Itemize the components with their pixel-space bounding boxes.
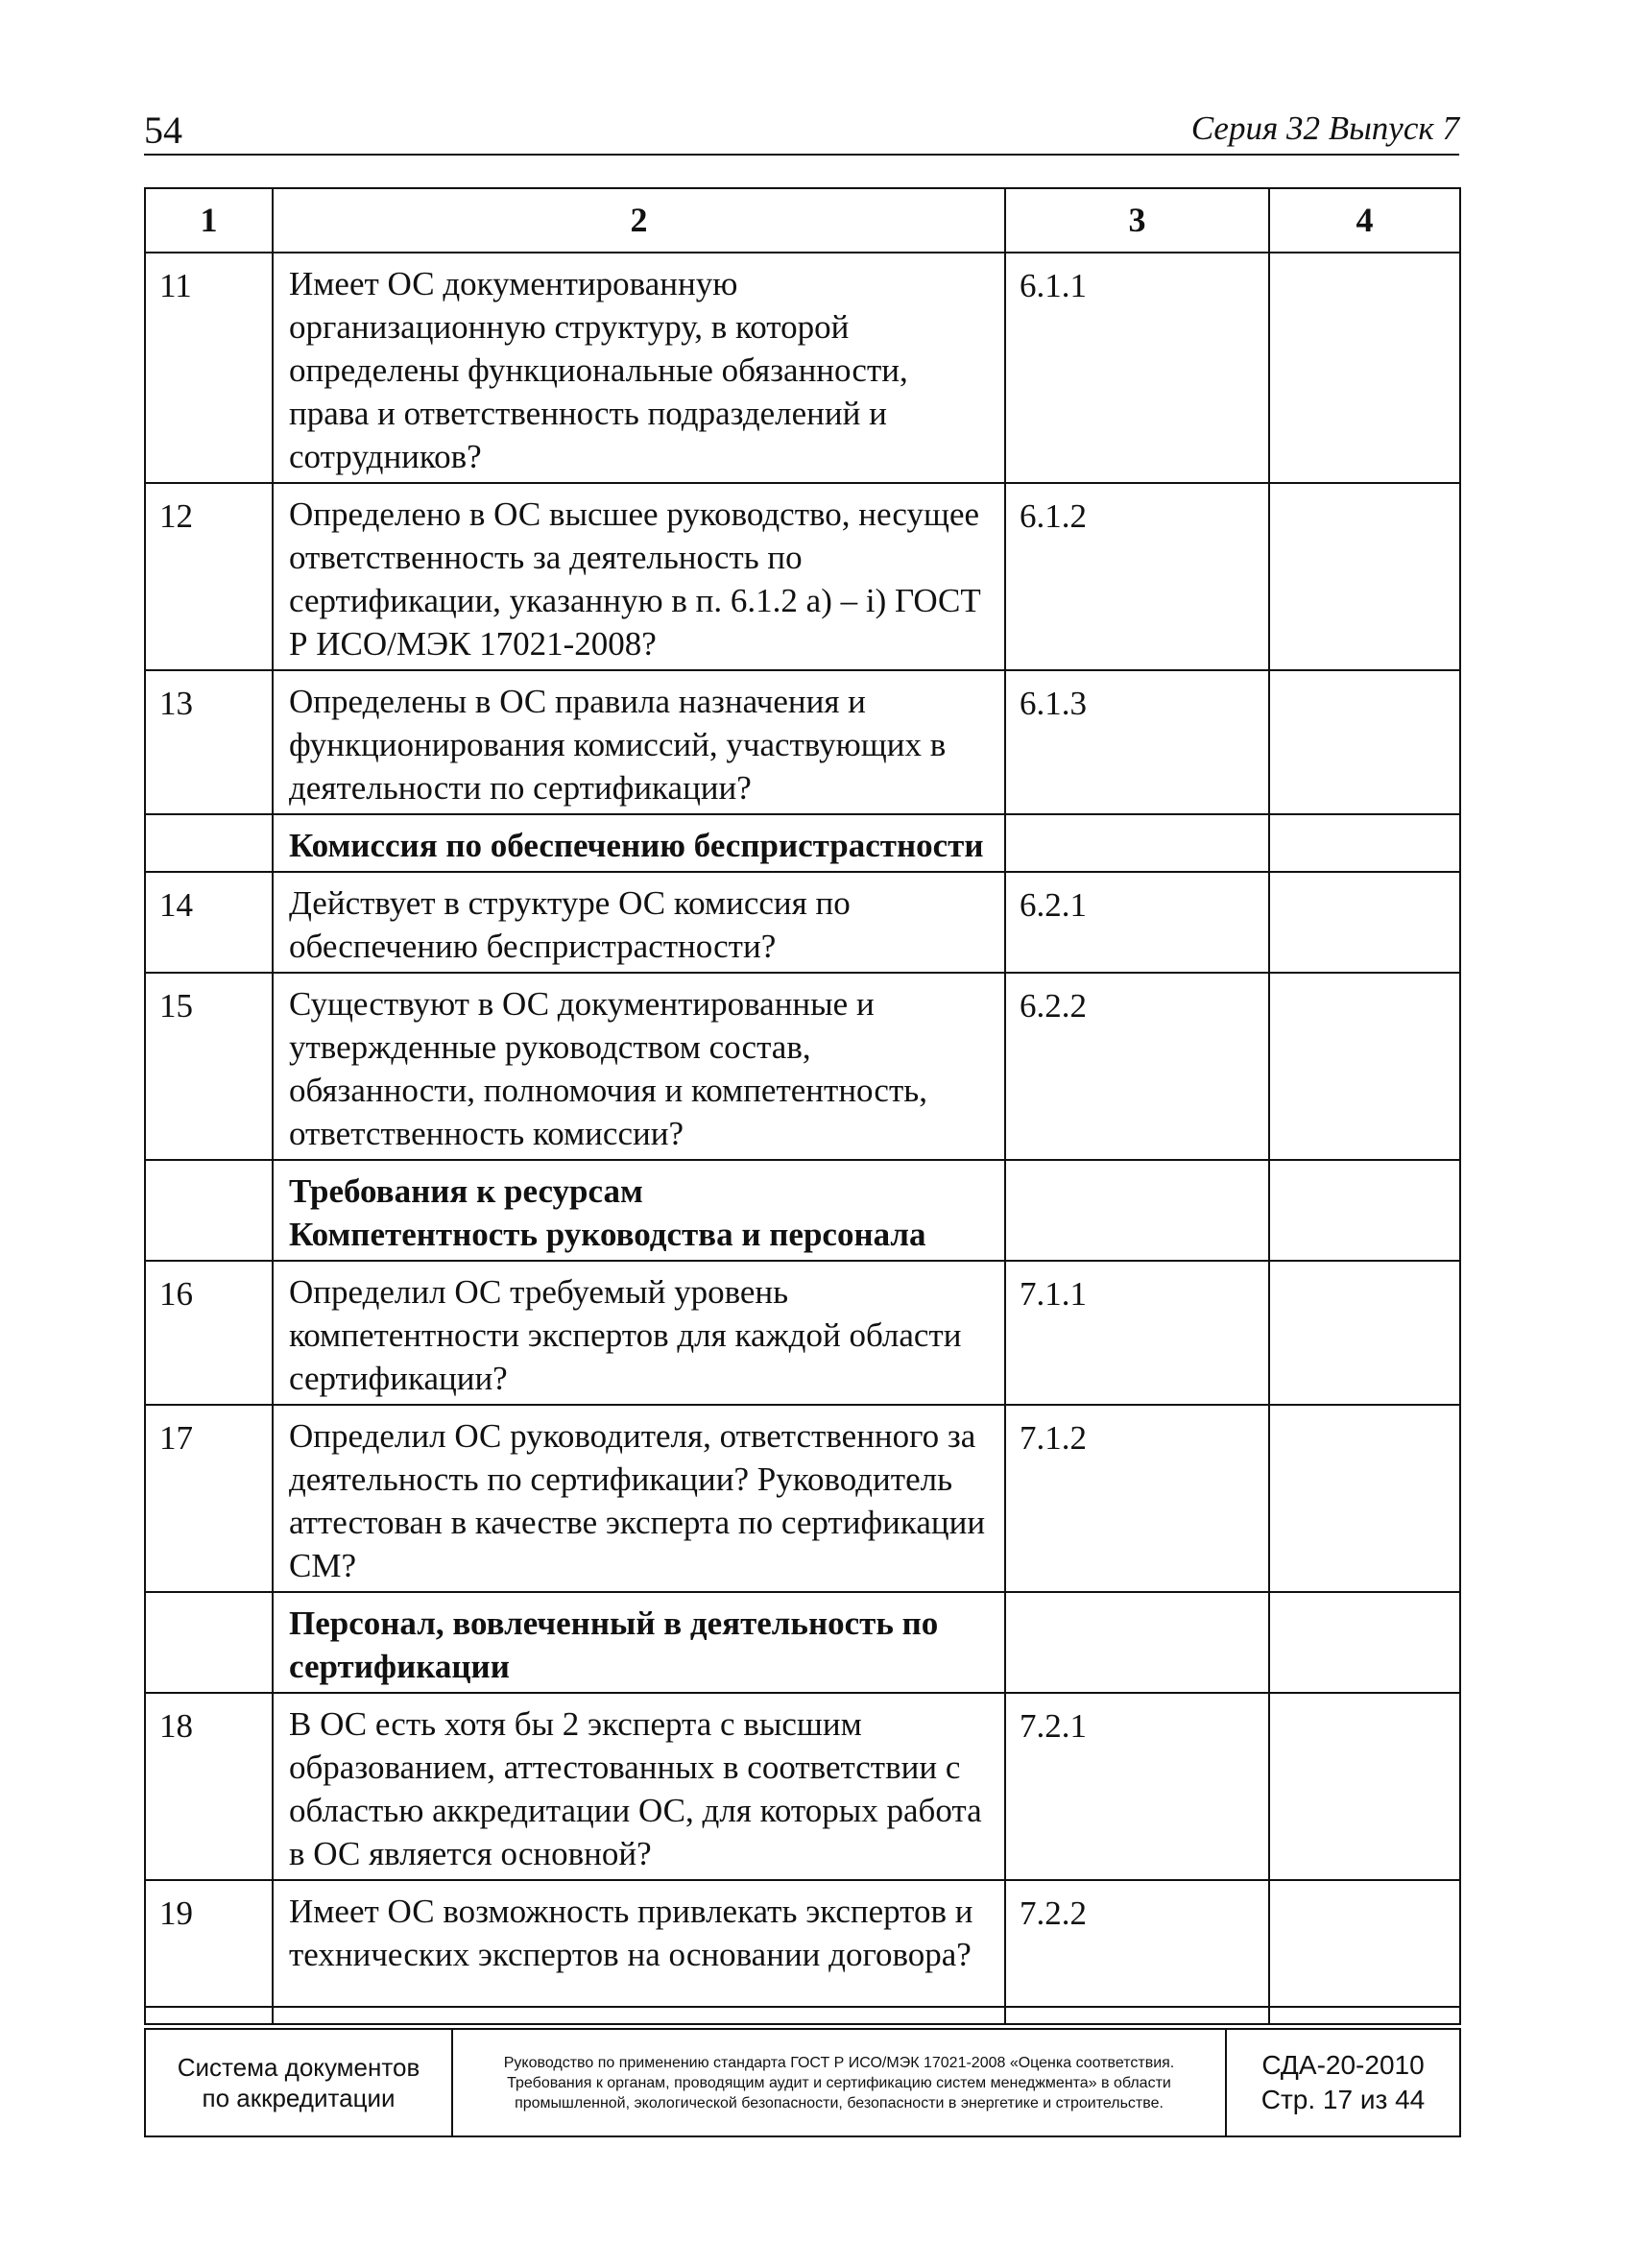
- clause-reference: 6.1.2: [1005, 483, 1269, 670]
- table-row: [145, 253, 1460, 483]
- footer-divider: [144, 2006, 1459, 2008]
- clause-reference: 7.2.2: [1005, 1880, 1269, 2024]
- requirement-text: Определил ОС руководителя, ответственного за деятельность по сертификации? Руководитель аттестован в качестве эксперта по сертификации СМ?: [273, 1405, 1005, 1592]
- table-header-row: [145, 188, 1460, 253]
- row-number: [145, 1592, 273, 1693]
- result-cell: [1269, 973, 1460, 1160]
- result-cell: [1269, 253, 1460, 483]
- row-number: 16: [145, 1261, 273, 1405]
- column-header: 1: [145, 188, 273, 253]
- result-cell: [1269, 1405, 1460, 1592]
- row-number: 15: [145, 973, 273, 1160]
- requirement-text: В ОС есть хотя бы 2 эксперта с высшим образованием, аттестованных в соответствии с областью аккредитации ОС, для которых работа в ОС является основной?: [273, 1693, 1005, 1880]
- section-row: [145, 1592, 1460, 1693]
- section-heading-cell: [273, 1160, 1005, 1261]
- result-cell: [1269, 1592, 1460, 1693]
- result-cell: [1269, 1693, 1460, 1880]
- clause-reference: 6.2.1: [1005, 872, 1269, 973]
- table-row: [145, 1405, 1460, 1592]
- clause-reference: 7.1.2: [1005, 1405, 1269, 1592]
- result-cell: [1269, 483, 1460, 670]
- result-cell: [1269, 872, 1460, 973]
- result-cell: [1269, 1160, 1460, 1261]
- header-divider: [144, 154, 1459, 156]
- table-row: [145, 1880, 1460, 2024]
- clause-reference: [1005, 1592, 1269, 1693]
- result-cell: [1269, 670, 1460, 814]
- row-number: 11: [145, 253, 273, 483]
- requirement-text: Определил ОС требуемый уровень компетентности экспертов для каждой области сертификации?: [273, 1261, 1005, 1405]
- document-footer: [144, 2028, 1461, 2137]
- requirement-text: Определены в ОС правила назначения и функционирования комиссий, участвующих в деятельности по сертификации?: [273, 670, 1005, 814]
- row-number: 14: [145, 872, 273, 973]
- section-heading: Персонал, вовлеченный в деятельность по сертификации: [273, 1592, 1005, 1693]
- column-header: 2: [273, 188, 1005, 253]
- column-header: 3: [1005, 188, 1269, 253]
- clause-reference: 6.1.1: [1005, 253, 1269, 483]
- series-title: Серия 32 Выпуск 7: [1190, 109, 1459, 147]
- result-cell: [1269, 814, 1460, 872]
- result-cell: [1269, 1880, 1460, 2024]
- clause-reference: 7.2.1: [1005, 1693, 1269, 1880]
- section-heading: Требования к ресурсам: [289, 1172, 643, 1210]
- table-row: [145, 872, 1460, 973]
- page-indicator: Стр. 17 из 44: [1260, 2085, 1426, 2114]
- clause-reference: [1005, 814, 1269, 872]
- section-subheading: Компетентность руководства и персонала: [289, 1216, 926, 1253]
- row-number: 17: [145, 1405, 273, 1592]
- table-row: [145, 1693, 1460, 1880]
- clause-reference: 6.1.3: [1005, 670, 1269, 814]
- requirement-text: Действует в структуре ОС комиссия по обеспечению беспристрастности?: [273, 872, 1005, 973]
- result-cell: [1269, 1261, 1460, 1405]
- clause-reference: [1005, 1160, 1269, 1261]
- requirement-text: Определено в ОС высшее руководство, несущее ответственность за деятельность по сертификации, указанную в п. 6.1.2 а) – i) ГОСТ Р ИСО/МЭК 17021-2008?: [273, 483, 1005, 670]
- section-heading: Комиссия по обеспечению беспристрастности: [273, 814, 1005, 872]
- requirement-text: Имеет ОС документированную организационную структуру, в которой определены функциональные обязанности, права и ответственность подразделений и сотрудников?: [273, 253, 1005, 483]
- section-row: [145, 1160, 1460, 1261]
- table-row: [145, 973, 1460, 1160]
- row-number: 19: [145, 1880, 273, 2024]
- requirement-text: Имеет ОС возможность привлекать экспертов и технических экспертов на основании договора?: [273, 1880, 1005, 2024]
- clause-reference: 7.1.1: [1005, 1261, 1269, 1405]
- section-row: [145, 814, 1460, 872]
- row-number: 12: [145, 483, 273, 670]
- row-number: 18: [145, 1693, 273, 1880]
- table-row: [145, 483, 1460, 670]
- table-row: [145, 1261, 1460, 1405]
- footer-description: Руководство по применению стандарта ГОСТ Р ИСО/МЭК 17021-2008 «Оценка соответствия. Требования к органам, проводящим аудит и сертификацию систем менеджмента» в области промышленной, экологической безопасности, безопасности в энергетике и строительстве.: [452, 2029, 1226, 2136]
- footer-system-line: по аккредитации: [202, 2084, 396, 2112]
- footer-system-cell: [145, 2029, 452, 2136]
- page-number: 54: [144, 109, 182, 152]
- clause-reference: 6.2.2: [1005, 973, 1269, 1160]
- row-number: 13: [145, 670, 273, 814]
- checklist-table: [144, 187, 1461, 2025]
- column-header: 4: [1269, 188, 1460, 253]
- table-row: [145, 670, 1460, 814]
- document-code: СДА-20-2010: [1261, 2050, 1425, 2080]
- row-number: [145, 1160, 273, 1261]
- row-number: [145, 814, 273, 872]
- footer-code-cell: [1226, 2029, 1460, 2136]
- requirement-text: Существуют в ОС документированные и утвержденные руководством состав, обязанности, полномочия и компетентность, ответственность комиссии?: [273, 973, 1005, 1160]
- footer-system-line: Система документов: [177, 2053, 420, 2082]
